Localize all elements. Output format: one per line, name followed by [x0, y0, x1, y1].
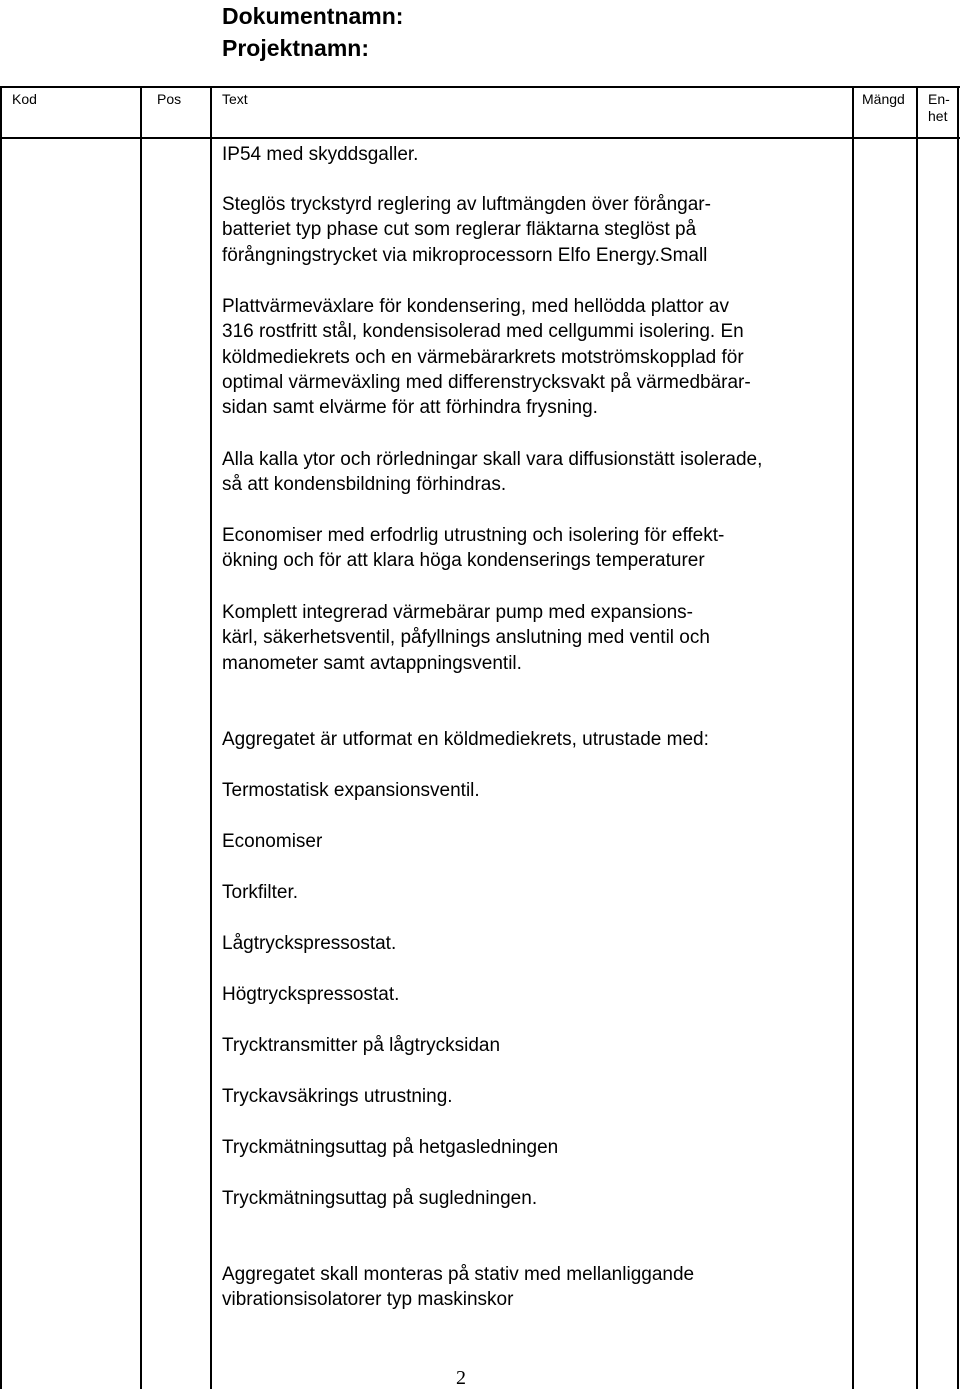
- column-border-mangd-enhet: [916, 86, 918, 1389]
- paragraph-ip54: IP54 med skyddsgaller.: [222, 144, 419, 165]
- list-item: Tryckmätningsuttag på hetgasledningen: [222, 1137, 559, 1158]
- page-number: 2: [456, 1367, 466, 1389]
- column-header-kod: Kod: [12, 91, 37, 107]
- list-item: Trycktransmitter på lågtrycksidan: [222, 1035, 501, 1056]
- list-item: Tryckavsäkrings utrustning.: [222, 1086, 453, 1107]
- table-top-border: [0, 86, 960, 88]
- list-item: Termostatisk expansionsventil.: [222, 780, 480, 801]
- paragraph-heat-carrier-pump: Komplett integrerad värmebärar pump med expansions- kärl, säkerhetsventil, påfyllnings anslutning med ventil och manometer samt avtappningsventil.: [222, 602, 710, 674]
- column-border-kod-pos: [140, 86, 142, 1389]
- header-row-bottom-border: [0, 137, 960, 139]
- column-border-text-mangd: [852, 86, 854, 1389]
- document-header: [222, 0, 403, 64]
- paragraph-plate-heat-exchanger: Plattvärmeväxlare för kondensering, med hellödda plattor av 316 rostfritt stål, kondensisolerad med cellgummi isolering. En köldmediekrets och en värmebärarkrets motströmskopplad för optimal värmeväxling med differenstrycksvakt på värmedbärar- sidan samt elvärme för att förhindra frysning.: [222, 296, 751, 419]
- column-header-mangd: Mängd: [862, 91, 905, 107]
- paragraph-economiser: Economiser med erfodrlig utrustning och isolering för effekt- ökning och för att klara höga kondenserings temperaturer: [222, 525, 725, 572]
- paragraph-unit-design: Aggregatet är utformat en köldmediekrets, utrustade med:: [222, 729, 709, 750]
- column-header-text: Text: [222, 91, 248, 107]
- paragraph-mounting: Aggregatet skall monteras på stativ med mellanliggande vibrationsisolatorer typ maskinskor: [222, 1264, 695, 1311]
- list-item: Tryckmätningsuttag på sugledningen.: [222, 1188, 538, 1209]
- column-border-right: [957, 86, 959, 1389]
- column-header-enhet-line2: het: [928, 108, 948, 124]
- list-item: Torkfilter.: [222, 882, 299, 903]
- list-item: Högtryckspressostat.: [222, 984, 400, 1005]
- paragraph-stepless-control: Steglös tryckstyrd reglering av luftmängden över förångar- batteriet typ phase cut som reglerar fläktarna steglöst på förångningstrycket via mikroprocessorn Elfo Energy.Small: [222, 194, 711, 266]
- column-border-pos-text: [210, 86, 212, 1389]
- column-header-enhet: [928, 91, 950, 125]
- column-border-left: [0, 86, 2, 1389]
- project-name-label: Projektnamn:: [222, 35, 369, 61]
- column-header-pos: Pos: [157, 91, 182, 107]
- paragraph-cold-surfaces: Alla kalla ytor och rörledningar skall vara diffusionstätt isolerade, så att kondensbildning förhindras.: [222, 449, 763, 496]
- list-item: Lågtryckspressostat.: [222, 933, 397, 954]
- document-name-label: Dokumentnamn:: [222, 3, 404, 29]
- column-header-enhet-line1: En-: [928, 91, 950, 107]
- list-item: Economiser: [222, 831, 323, 852]
